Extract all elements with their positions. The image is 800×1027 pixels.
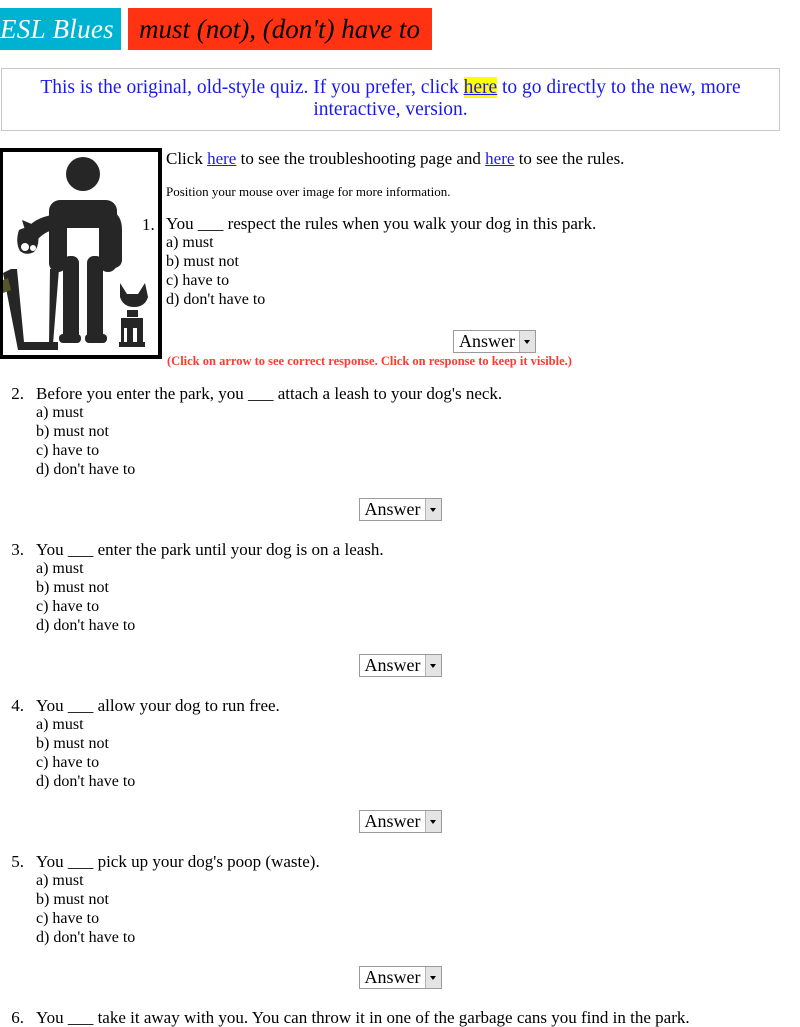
quiz-title-badge: must (not), (don't) have to [128,8,432,50]
question-3-number: 3. [11,540,24,559]
option-d[interactable]: d) don't have to [36,617,136,634]
answer-select-4-label: Answer [364,811,421,831]
option-d[interactable]: d) don't have to [166,291,266,308]
question-4-text: You ___ allow your dog to run free. [36,696,280,715]
option-c[interactable]: c) have to [36,442,100,459]
question-3-options [36,559,384,635]
intro-middle-text: to see the troubleshooting page and [236,149,486,168]
chevron-down-icon[interactable] [519,331,535,352]
option-a[interactable]: a) must [36,872,84,889]
question-4-block [0,696,800,791]
option-c[interactable]: c) have to [36,754,100,771]
option-b[interactable]: b) must not [36,423,109,440]
question-1-options [166,233,796,309]
answer-select-3[interactable] [359,654,442,677]
option-b[interactable]: b) must not [36,735,109,752]
option-c[interactable]: c) have to [36,910,100,927]
troubleshooting-rules-line [166,148,794,170]
question-5-text: You ___ pick up your dog's poop (waste). [36,852,320,871]
option-c[interactable]: c) have to [166,272,230,289]
site-name-badge: ESL Blues [0,8,121,50]
question-2-options [36,403,502,479]
answer-select-1-wrap [0,330,800,353]
chevron-down-icon[interactable] [425,811,441,832]
answer-select-2-label: Answer [364,499,421,519]
chevron-down-icon[interactable] [425,967,441,988]
option-b[interactable]: b) must not [36,579,109,596]
option-d[interactable]: d) don't have to [36,461,136,478]
answer-select-3-label: Answer [364,655,421,675]
old-style-quiz-notice [1,68,780,131]
option-a[interactable]: a) must [36,404,84,421]
question-6-number: 6. [11,1008,24,1027]
question-6-block [0,1008,800,1027]
intro-block [166,148,794,200]
notice-text-part1: This is the original, old-style quiz. If you prefer, click [40,77,464,98]
dog-waste-pictogram-image[interactable] [0,148,162,359]
question-3-text: You ___ enter the park until your dog is on a leash. [36,540,384,559]
chevron-down-icon[interactable] [425,499,441,520]
rules-link[interactable]: here [485,149,515,168]
chevron-down-icon[interactable] [425,655,441,676]
mouseover-note: Position your mouse over image for more information. [166,184,451,199]
question-3-block [0,540,800,635]
page-banner [0,8,432,50]
option-b[interactable]: b) must not [36,891,109,908]
troubleshooting-link[interactable]: here [207,149,237,168]
answer-select-5[interactable] [359,966,442,989]
intro-end-text: to see the rules. [514,149,625,168]
answer-hint-text: (Click on arrow to see correct response. Click on response to keep it visible.) [167,354,572,368]
notice-text [8,77,773,121]
answer-select-5-wrap [0,966,800,989]
option-a[interactable]: a) must [36,716,84,733]
click-label: Click [166,149,208,168]
pictogram-svg [3,152,159,357]
notice-text-part2: to go directly to the new, more interactive, version. [313,77,741,120]
question-4-number: 4. [11,696,24,715]
question-1-number: 1. [142,215,155,234]
answer-select-2-wrap [0,498,800,521]
question-2-text: Before you enter the park, you ___ attach a leash to your dog's neck. [36,384,503,403]
question-5-options [36,871,320,947]
question-5-number: 5. [11,852,24,871]
answer-select-3-wrap [0,654,800,677]
question-4-options [36,715,280,791]
new-version-link[interactable]: here [463,77,498,98]
question-1-text: You ___ respect the rules when you walk your dog in this park. [166,214,597,233]
answer-select-4[interactable] [359,810,442,833]
option-b[interactable]: b) must not [166,253,239,270]
option-c[interactable]: c) have to [36,598,100,615]
question-2-number: 2. [11,384,24,403]
answer-select-1[interactable] [453,330,536,353]
question-5-block [0,852,800,947]
question-6-text: You ___ take it away with you. You can throw it in one of the garbage cans you find in the park. [36,1008,690,1027]
option-d[interactable]: d) don't have to [36,773,136,790]
option-d[interactable]: d) don't have to [36,929,136,946]
answer-select-1-label: Answer [459,331,515,351]
question-2-block [0,384,800,479]
answer-select-5-label: Answer [364,967,421,987]
answer-select-4-wrap [0,810,800,833]
option-a[interactable]: a) must [36,560,84,577]
answer-select-2[interactable] [359,498,442,521]
question-1-block [166,214,796,309]
option-a[interactable]: a) must [166,234,214,251]
